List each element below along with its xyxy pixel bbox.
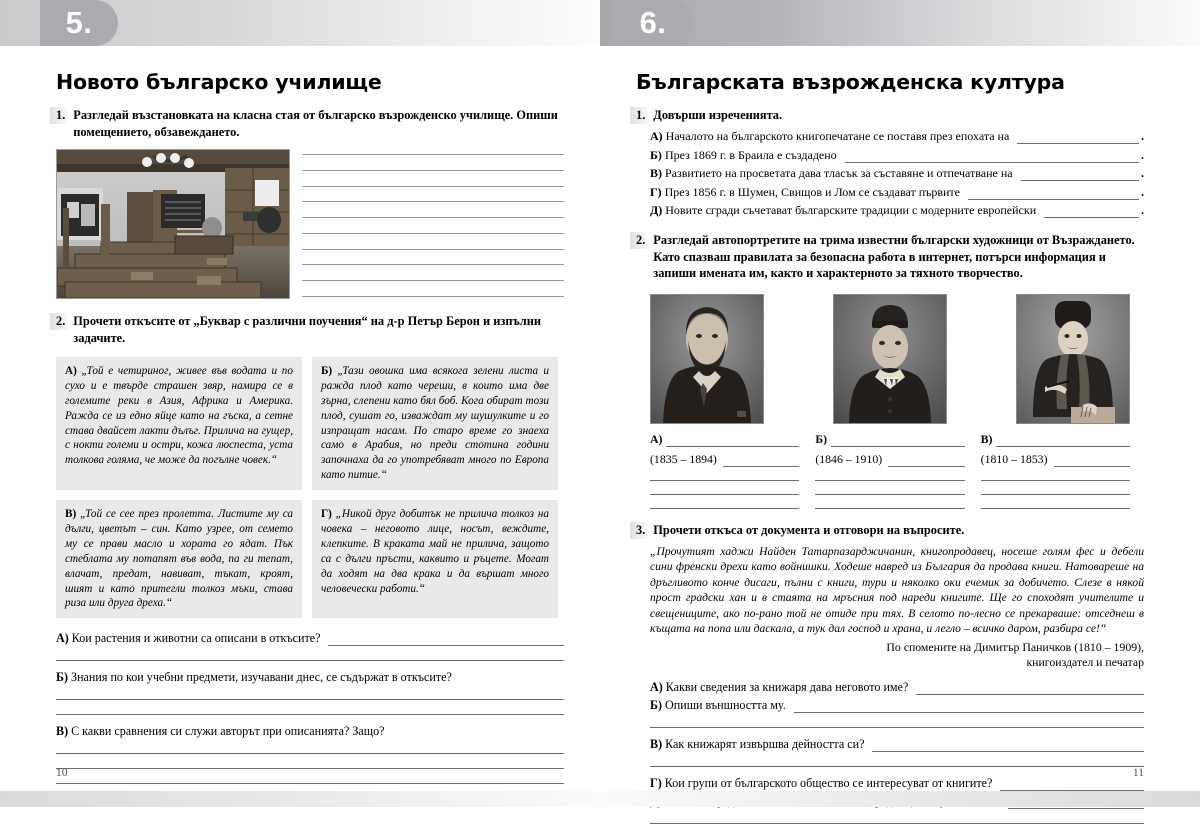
- answer-line[interactable]: [302, 249, 564, 250]
- answer-line[interactable]: [650, 766, 1144, 767]
- sentence-d-label: Д): [650, 203, 663, 217]
- task-2-text: Прочети откъсите от „Буквар с различни поучения“ на д-р Петър Берон и изпълни задачите.: [73, 314, 541, 345]
- question-a-left: [56, 631, 564, 646]
- answer-line[interactable]: [302, 233, 564, 234]
- task-3-number: 3.: [630, 522, 649, 539]
- sentence-b-end: .: [1141, 147, 1144, 162]
- question-a-text-right: Какви сведения за книжаря дава неговото име?: [665, 680, 909, 695]
- portrait-v-name-row: [981, 432, 1130, 447]
- portrait-b-name-field[interactable]: [831, 435, 965, 447]
- answer-line[interactable]: [815, 494, 964, 495]
- answer-line[interactable]: [302, 217, 564, 218]
- task-1-number: 1.: [50, 107, 69, 124]
- excerpt-box-b: [312, 357, 558, 490]
- question-a-right: [650, 680, 1144, 695]
- question-v-right: [650, 737, 1144, 752]
- portrait-b-name-row: [815, 432, 964, 447]
- sentence-v-field[interactable]: [1021, 169, 1139, 181]
- page-number-right: 11: [1132, 767, 1144, 779]
- excerpt-label-b: Б): [321, 365, 333, 377]
- question-g-field-right[interactable]: [1000, 779, 1144, 791]
- answer-line[interactable]: [815, 508, 964, 509]
- attribution-line-1: По спомените на Димитър Паничков (1810 – 1909),: [886, 639, 1144, 654]
- answer-line[interactable]: [56, 753, 564, 754]
- portrait-b: [833, 294, 947, 424]
- answer-line[interactable]: [302, 186, 564, 187]
- excerpt-text-b: „Тази овошка има всякога зелени листа и ражда плод като череши, в които има две зърна, слепени като бял боб. Кога обират този плод, сушат го, изваждат му шушулките и го изпращат насам. По старо време го знаеха само в Арабия, но преди стотина години започнаха да го употребяват много по Европа като питие.“: [321, 365, 550, 482]
- excerpt-label-a: А): [65, 365, 77, 377]
- question-a-text: Кои растения и животни са описани в откъсите?: [71, 631, 321, 646]
- task-1-number-right: 1.: [630, 107, 649, 124]
- question-b-field-right[interactable]: [794, 701, 1144, 713]
- portrait-answer-a: [650, 432, 799, 509]
- footer-band-right: [600, 791, 1200, 807]
- page-title-right: Българската възрожденска култура: [636, 70, 1065, 94]
- sentence-g: [636, 185, 1144, 200]
- sentence-b: [636, 148, 1144, 163]
- answer-line[interactable]: [56, 783, 564, 784]
- chapter-badge-right: 6.: [614, 0, 692, 46]
- question-b-text-right: Опиши външността му.: [665, 698, 786, 713]
- sentence-d: [636, 203, 1144, 218]
- answer-line[interactable]: [650, 480, 799, 481]
- portrait-a-years-row: [650, 452, 799, 467]
- question-g-right: [650, 776, 1144, 791]
- answer-line[interactable]: [56, 714, 564, 715]
- portrait-b-note-field[interactable]: [888, 455, 964, 467]
- question-a-answer-field[interactable]: [328, 634, 564, 646]
- portrait-answer-v: [981, 432, 1130, 509]
- sentence-d-field[interactable]: [1044, 206, 1139, 218]
- task-2-right: [636, 232, 1144, 282]
- answer-line[interactable]: [302, 154, 564, 155]
- answer-line[interactable]: [56, 699, 564, 700]
- portrait-row: [636, 294, 1144, 424]
- excerpt-box-a: [56, 357, 302, 490]
- fill-in-sentences: [636, 129, 1144, 218]
- question-g-text-right: Кои групи от българското общество се интересуват от книгите?: [664, 776, 993, 791]
- sentence-b-field[interactable]: [845, 151, 1139, 163]
- excerpt-text-a: „Той е четириног, живее във водата и по сухо и е твърде страшен звяр, намира се в големите реки в Азия, Африка и Америка. Ражда се из едно яйце като на гъска, а сетне става двайсет лакти дълъг. Прилича на гущер, с нокти големи и остри, кожа люспеста, уста толкова голяма, че може да погълне човек.“: [65, 365, 293, 467]
- portrait-v-years-row: [981, 452, 1130, 467]
- question-v-text-right: Как книжарят извършва дейността си?: [665, 737, 865, 752]
- page-left: [0, 0, 600, 807]
- answer-line[interactable]: [302, 170, 564, 171]
- question-a-field-right[interactable]: [916, 683, 1144, 695]
- question-b-label-right: Б): [650, 698, 663, 713]
- question-v-label: В): [56, 724, 69, 739]
- question-b-right: [650, 698, 1144, 713]
- answer-line[interactable]: [650, 508, 799, 509]
- sentence-v-end: .: [1141, 166, 1144, 180]
- question-b-text: Знания по кои учебни предмети, изучавани днес, се съдържат в откъсите?: [71, 670, 452, 685]
- answer-line[interactable]: [650, 494, 799, 495]
- sentence-d-text: Новите сгради съчетават българските традиции с модерните европейски: [665, 203, 1037, 217]
- question-v-left: [56, 724, 564, 739]
- sentence-v-label: В): [650, 166, 662, 180]
- question-v-field-right[interactable]: [872, 740, 1144, 752]
- answer-line[interactable]: [56, 768, 564, 769]
- question-a-label: А): [56, 631, 69, 646]
- sentence-g-end: .: [1141, 184, 1144, 199]
- sentence-g-field[interactable]: [968, 188, 1139, 200]
- portrait-a-name-field[interactable]: [666, 435, 799, 447]
- excerpt-grid: [56, 357, 564, 618]
- excerpt-box-v: [56, 500, 302, 618]
- task-2-number: 2.: [50, 313, 69, 330]
- portrait-answer-b: [815, 432, 964, 509]
- answer-line[interactable]: [302, 201, 564, 202]
- portrait-a-note-field[interactable]: [723, 455, 799, 467]
- sentence-d-end: .: [1141, 203, 1144, 217]
- page-title-left: Новото българско училище: [56, 70, 382, 94]
- task-1-text-right: Довърши изреченията.: [653, 108, 783, 122]
- sentence-b-label: Б): [650, 147, 662, 162]
- document-excerpt: „Прочутият хаджи Найден Татарпазарджичанин, книгопродавец, носеше голям фес и дебели сини френски дрехи като войнишки. Ходеше навред из България да продава книги. Натовареше на дръгливото конче дисаги, пълни с книги, тури и няколко оки ечемик за добичето. Слезе в някой прост градски хан и в стаята на мръсния под нареди книгите. Ще го споходят учителите и свещениците, ако по-рано той не отиде при тях. В селото по-лесно се прекарваше: отседнеш в къщата на попа или даскала, а тук дал господ и храна, и легло – всичко даром, разбира се!“: [650, 544, 1144, 636]
- answer-line[interactable]: [302, 296, 564, 297]
- excerpt-text-v: „Той се сее през пролетта. Листите му са дълги, цветът – син. Като узрее, от семето му се прави масло и хората го ядат. Пък стеблата му потапят във вода, па ги тепат, влачат, предат, навиват, тъкат, кроят, шият и като притегли толкоз мъки, става риза или друга дреха.“: [65, 508, 294, 610]
- sentence-a-text: Началото на българското книгопечатане се поставя през епохата на: [665, 129, 1010, 143]
- question-v-text: С какви сравнения си служи авторът при описанията? Защо?: [71, 724, 385, 739]
- excerpt-attribution: [636, 640, 1144, 671]
- task-2-left: [56, 313, 564, 346]
- answer-line[interactable]: [981, 480, 1130, 481]
- sentence-a-field[interactable]: [1017, 132, 1139, 144]
- attribution-line-2: книгоиздател и печатар: [1026, 655, 1144, 670]
- question-v-label-right: В): [650, 737, 663, 752]
- page-number-left: 10: [56, 767, 68, 779]
- question-b-label: Б): [56, 670, 69, 685]
- sentence-b-text: През 1869 г. в Браила е създадено: [664, 147, 837, 162]
- task-1-right: [636, 107, 1144, 124]
- portrait-a-label: А): [650, 431, 663, 446]
- portrait-v-note-field[interactable]: [1054, 455, 1130, 467]
- excerpt-label-v: В): [65, 508, 77, 521]
- answer-line[interactable]: [981, 508, 1130, 509]
- classroom-photo: [56, 149, 290, 299]
- sentence-a: [636, 129, 1144, 144]
- answer-line[interactable]: [56, 660, 564, 661]
- answer-line[interactable]: [302, 264, 564, 265]
- portrait-b-label: Б): [815, 431, 828, 446]
- task-2-number-right: 2.: [630, 232, 649, 249]
- portrait-v-name-field[interactable]: [996, 435, 1130, 447]
- portrait-v-label: В): [980, 431, 993, 446]
- excerpt-label-g: Г): [321, 508, 332, 521]
- question-g-label-right: Г): [650, 776, 662, 791]
- task-1-photo-row: [56, 149, 564, 299]
- portrait-a: [650, 294, 764, 424]
- task-1-answer-lines[interactable]: [302, 149, 564, 299]
- task-3-text: Прочети откъса от документа и отговори на въпросите.: [653, 522, 965, 537]
- sentence-a-label: А): [650, 129, 663, 143]
- answer-line[interactable]: [302, 280, 564, 281]
- chapter-badge-left: 5.: [40, 0, 118, 46]
- portrait-a-name-row: [650, 432, 799, 447]
- sentence-v-text: Развитието на просветата дава тласък за съставяне и отпечатване на: [665, 166, 1013, 180]
- answer-line[interactable]: [981, 494, 1130, 495]
- sentence-v: [636, 166, 1144, 181]
- task-2-text-right: Разгледай автопортретите на трима известни български художници от Възраждането. Като спазваш правилата за безопасна работа в интернет, потърси информация и запиши имената им, както и характерното за тяхното творчество.: [653, 233, 1135, 280]
- task-1-left: [56, 107, 564, 140]
- page-right: [600, 0, 1200, 807]
- task-3-right: [636, 522, 1144, 539]
- sentence-a-end: .: [1141, 129, 1144, 143]
- question-b-left: [56, 670, 564, 685]
- portrait-v-years: (1810 – 1853): [980, 451, 1048, 466]
- portrait-b-years: (1846 – 1910): [815, 451, 883, 466]
- excerpt-text-g: „Никой друг добитък не прилича толкоз на човека – неговото лице, носът, веждите, клепките. В краката май не прилича, защото са с дълги пръсти, каквито и ръцете. Могат да ходят на два крака и да вършат много человечески работи.“: [321, 508, 549, 595]
- task-1-text: Разгледай възстановката на класна стая от българско възрожденско училище. Опиши помещението, обзавеждането.: [73, 108, 558, 139]
- excerpt-box-g: [312, 500, 558, 618]
- answer-line[interactable]: [815, 480, 964, 481]
- portrait-b-years-row: [815, 452, 964, 467]
- portrait-a-years: (1835 – 1894): [650, 451, 717, 466]
- sentence-g-text: През 1856 г. в Шумен, Свищов и Лом се създават първите: [664, 184, 961, 199]
- question-a-label-right: А): [650, 680, 663, 695]
- portrait-answer-columns: [636, 432, 1144, 509]
- footer-band-left: [0, 791, 600, 807]
- answer-line[interactable]: [650, 727, 1144, 728]
- sentence-g-label: Г): [650, 184, 662, 199]
- portrait-v: [1016, 294, 1130, 424]
